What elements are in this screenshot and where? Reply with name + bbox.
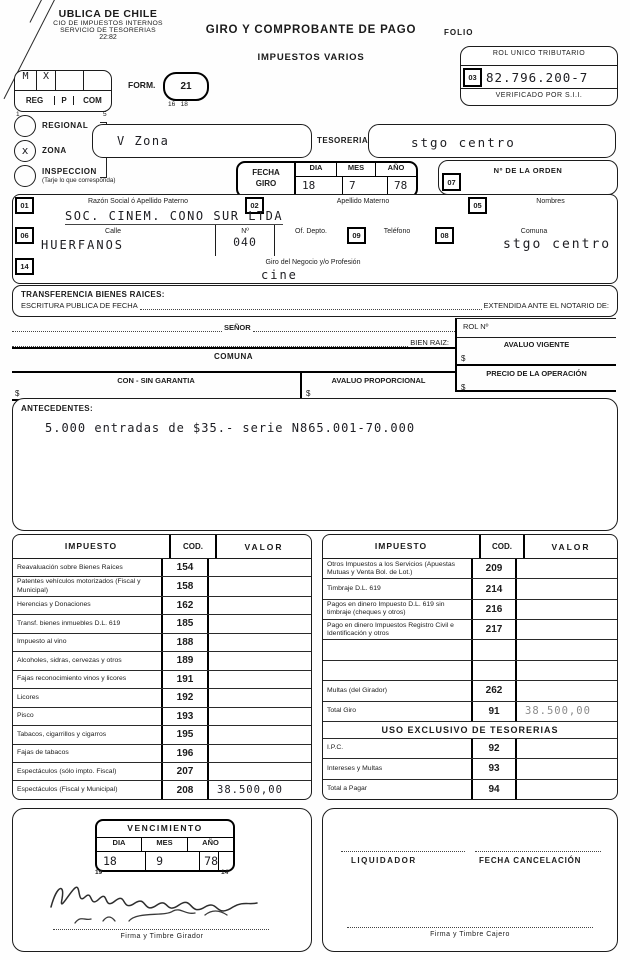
- table-row: [323, 780, 617, 799]
- dollar-sign: $: [15, 389, 20, 398]
- tax-value: [517, 661, 617, 680]
- liquidador-label: LIQUIDADOR: [351, 856, 417, 865]
- vencimiento-box: [95, 819, 235, 872]
- tax-value: [517, 759, 617, 778]
- table-row: [13, 652, 311, 670]
- tax-label: Transf. bienes inmuebles D.L. 619: [17, 619, 121, 627]
- table-row: [13, 577, 311, 596]
- grid-cell-4: [84, 71, 111, 90]
- tax-code: 208: [161, 781, 209, 798]
- telefono-label: Teléfono: [383, 228, 411, 235]
- tax-label: [323, 640, 471, 659]
- tax-table-right: [322, 534, 618, 800]
- tax-value: [209, 652, 311, 669]
- zona-circle: x: [14, 140, 36, 162]
- calle-value: HUERFANOS: [41, 238, 125, 252]
- dollar-sign: $: [306, 389, 311, 398]
- venc-dia-header: DIA: [97, 838, 142, 851]
- tax-code: [471, 640, 517, 659]
- tax-table-left: [12, 534, 312, 800]
- field-code-07: 07: [442, 173, 461, 191]
- col-valor: VALOR: [551, 541, 591, 552]
- tesoreria-value: stgo centro: [411, 135, 516, 150]
- tax-value: [209, 634, 311, 651]
- grid-num-right: 5: [103, 111, 107, 118]
- table-row: [13, 726, 311, 744]
- col-valor: VALOR: [244, 541, 284, 552]
- field-code-02: 02: [245, 197, 264, 214]
- tax-label: Tabacos, cigarrillos y cigarros: [17, 730, 107, 738]
- field-code-14: 14: [15, 258, 34, 275]
- venc-num-right: 14: [221, 869, 229, 876]
- venc-ano-value: 78: [200, 852, 219, 870]
- firma-cajero-line: [347, 927, 593, 928]
- orden-label: Nº DE LA ORDEN: [493, 166, 563, 175]
- vencimiento-title: VENCIMIENTO: [97, 821, 233, 838]
- org-sii: CIO DE IMPUESTOS INTERNOS: [53, 20, 163, 27]
- inspeccion-label: INSPECCION: [42, 167, 97, 176]
- form-sub-numbers: 16 18: [168, 101, 188, 108]
- tax-code: 207: [161, 763, 209, 780]
- form-label: FORM.: [128, 80, 156, 90]
- tax-code: 188: [161, 634, 209, 651]
- zona-label: ZONA: [42, 146, 67, 155]
- field-code-03: 03: [463, 68, 482, 87]
- tax-code: [471, 661, 517, 680]
- rol-label: ROL Nº: [457, 319, 616, 338]
- table-row: [323, 739, 617, 759]
- col-impuesto: IMPUESTO: [64, 541, 118, 552]
- nro-value: 040: [233, 235, 257, 249]
- tax-label: Impuesto al vino: [17, 638, 67, 646]
- inspeccion-note: (Tarje lo que corresponda): [42, 177, 116, 184]
- tax-value: [517, 780, 617, 799]
- tax-code: 91: [471, 702, 517, 721]
- col-cod: COD.: [479, 535, 525, 558]
- tax-label: Herencias y Donaciones: [17, 601, 91, 609]
- fecha-giro-label2: GIRO: [255, 179, 277, 189]
- girador-signature: [41, 877, 281, 927]
- dia-value: 18: [296, 177, 343, 196]
- tax-code: 154: [161, 559, 209, 576]
- inspeccion-circle: [14, 165, 36, 187]
- table-row: [323, 559, 617, 579]
- reg-grid: [14, 70, 112, 112]
- tax-code: 158: [161, 577, 209, 595]
- regional-circle: [14, 115, 36, 137]
- folio-label: FOLIO: [444, 28, 474, 37]
- field-code-01: 01: [15, 197, 34, 214]
- tax-code: 216: [471, 600, 517, 619]
- vencimiento-panel: [12, 808, 312, 952]
- tax-label: Fajas reconocimiento vinos y licores: [17, 675, 127, 683]
- senor-label: SEÑOR: [224, 323, 251, 332]
- col-impuesto: IMPUESTO: [374, 541, 428, 552]
- tax-code: 189: [161, 652, 209, 669]
- fecha-giro-box: [236, 161, 418, 198]
- dotted-line: [253, 322, 455, 332]
- tax-value: [517, 640, 617, 659]
- rut-box: [460, 46, 618, 106]
- page-subtitle: IMPUESTOS VARIOS: [257, 52, 365, 63]
- tax-label: Pagos en dinero Impuesto D.L. 619 sin timbraje (cheques y otros): [327, 601, 445, 617]
- transferencia-title: TRANSFERENCIA BIENES RAICES:: [21, 290, 165, 299]
- table-row: [323, 620, 617, 640]
- total-giro-value: 38.500,00: [525, 705, 591, 718]
- antecedentes-box: [12, 398, 618, 531]
- venc-mes-header: MES: [142, 838, 188, 851]
- tax-label: Espectáculos (Fiscal y Municipal): [17, 786, 118, 794]
- grid-com: COM: [83, 96, 102, 105]
- comuna-value: stgo centro: [503, 237, 612, 252]
- tax-label: Pisco: [17, 712, 34, 720]
- tesoreria-value-box: [368, 124, 616, 158]
- table-row: [323, 579, 617, 599]
- tax-value: [209, 726, 311, 743]
- regional-label: REGIONAL: [42, 121, 89, 130]
- avaluo-vigente-label: AVALUO VIGENTE: [503, 340, 570, 349]
- names-row: [12, 194, 618, 227]
- field-code-08: 08: [435, 227, 454, 244]
- dollar-sign: $: [461, 354, 466, 363]
- con-sin-garantia-label: CON - SIN GARANTIA: [117, 376, 195, 385]
- orden-box: [438, 160, 618, 195]
- org-code: 22:82: [99, 34, 117, 41]
- table-row: [13, 689, 311, 707]
- table-row: [13, 597, 311, 615]
- tax-code: 192: [161, 689, 209, 706]
- table-row: [13, 708, 311, 726]
- tax-label: I.P.C.: [327, 744, 344, 752]
- tax-code: 196: [161, 745, 209, 762]
- tax-code: 94: [471, 780, 517, 799]
- tax-label: Total a Pagar: [327, 785, 368, 793]
- bien-raiz-label: BIEN RAIZ:: [410, 338, 449, 347]
- tax-code: 185: [161, 615, 209, 632]
- tax-value: [209, 745, 311, 762]
- tax-value: [209, 763, 311, 780]
- tax-value: [209, 559, 311, 576]
- field-code-05: 05: [468, 197, 487, 214]
- tax-label: Reavaluación sobre Bienes Raíces: [17, 563, 123, 571]
- col-cod: COD.: [169, 535, 217, 558]
- rut-label: ROL UNICO TRIBUTARIO: [461, 47, 617, 66]
- tax-label: Intereses y Multas: [327, 764, 383, 772]
- liquidador-line: [341, 851, 465, 852]
- zona-value-box: [92, 124, 312, 158]
- grid-p: P: [55, 96, 74, 105]
- tax-label: Fajas de tabacos: [17, 749, 69, 757]
- table-row: [323, 640, 617, 660]
- dotted-line: [12, 322, 222, 332]
- ano-value: 78: [394, 179, 408, 192]
- liquidacion-panel: [322, 808, 618, 952]
- avaluo-proporcional-label: AVALUO PROPORCIONAL: [331, 376, 426, 385]
- rut-verified: VERIFICADO POR S.I.I.: [495, 92, 583, 99]
- tax-code: 92: [471, 739, 517, 758]
- dia-header: DIA: [296, 163, 337, 176]
- tax-value: [209, 671, 311, 688]
- mes-header: MES: [337, 163, 376, 176]
- tax-code: 262: [471, 681, 517, 700]
- grid-reg: REG: [15, 96, 55, 105]
- tax-code: 162: [161, 597, 209, 614]
- venc-mes-value: 9: [146, 852, 200, 870]
- fecha-cancelacion-line: [475, 851, 601, 852]
- tax-label: Pago en dinero Impuestos Registro Civil e Identificación y otros: [327, 621, 454, 637]
- grid-cell-1: M: [15, 71, 37, 90]
- venc-ano-header: AÑO: [202, 838, 219, 847]
- tax-value: 38.500,00: [217, 784, 283, 797]
- dotted-line: [12, 337, 408, 347]
- dotted-line: [140, 300, 482, 310]
- table-row: [323, 759, 617, 779]
- tesoreria-label: TESORERIA: [317, 136, 369, 145]
- fecha-giro-label1: FECHA: [252, 168, 280, 177]
- tax-label: Otros Impuestos a los Servicios (Apuestas Mutuas y Venta Bol. de Lot.): [327, 560, 456, 576]
- zona-value: V Zona: [117, 134, 170, 148]
- depto-label: Of. Depto.: [295, 228, 327, 235]
- table-row: [13, 671, 311, 689]
- tax-code: 93: [471, 759, 517, 778]
- tax-value: [209, 577, 311, 595]
- precio-operacion-label: PRECIO DE LA OPERACIÓN: [486, 369, 587, 378]
- bien-raiz-block: [12, 318, 616, 398]
- tax-value: [517, 600, 617, 619]
- transferencia-box: [12, 285, 618, 317]
- tax-label: [323, 661, 471, 680]
- field-code-06: 06: [15, 227, 34, 244]
- antecedentes-value: 5.000 entradas de $35.- serie N865.001-70.000: [45, 421, 416, 435]
- table-row: [13, 763, 311, 781]
- org-tesorerias: SERVICIO DE TESORERIAS: [60, 27, 156, 34]
- grid-cell-2: X: [37, 71, 56, 90]
- nro-label: Nº: [241, 228, 249, 235]
- comuna-header: COMUNA: [12, 349, 455, 373]
- extendida-label: EXTENDIDA ANTE EL NOTARIO DE:: [483, 301, 609, 310]
- tax-code: 217: [471, 620, 517, 639]
- table-row: [13, 615, 311, 633]
- venc-num-left: 19: [95, 869, 103, 876]
- tax-label: Licores: [17, 693, 39, 701]
- tax-value: [209, 615, 311, 632]
- table-row: [13, 745, 311, 763]
- dollar-sign: $: [461, 383, 466, 392]
- grid-cell-3: [56, 71, 84, 90]
- tax-value: [209, 689, 311, 706]
- table-row-total-giro: [323, 702, 617, 722]
- tax-code: 191: [161, 671, 209, 688]
- mes-value: 7: [343, 177, 388, 196]
- tax-label: Multas (del Girador): [327, 686, 388, 694]
- nombres-label: Nombres: [536, 198, 565, 205]
- tax-code: 193: [161, 708, 209, 725]
- firma-girador-label: Firma y Timbre Girador: [120, 933, 204, 940]
- tax-value: [517, 739, 617, 758]
- rut-value: 82.796.200-7: [486, 69, 589, 85]
- razon-social-value: SOC. CINEM. CONO SUR LTDA: [65, 209, 284, 223]
- apellido-materno-label: Apellido Materno: [336, 198, 390, 205]
- tax-value: [517, 620, 617, 639]
- address-row: [12, 225, 618, 257]
- giro-negocio-value: cine: [261, 268, 298, 282]
- calle-label: Calle: [105, 228, 121, 235]
- tax-value: [209, 597, 311, 614]
- table-row: [323, 681, 617, 701]
- escritura-label: ESCRITURA PUBLICA DE FECHA: [21, 301, 138, 310]
- firma-girador-line: [53, 929, 269, 930]
- giro-row: [12, 256, 618, 284]
- venc-dia-value: 18: [97, 852, 146, 870]
- tax-label: Timbraje D.L. 619: [327, 584, 381, 592]
- tax-code: 209: [471, 559, 517, 578]
- table-row: [323, 661, 617, 681]
- tax-label: Espectáculos (sólo impto. Fiscal): [17, 767, 117, 775]
- tax-value: [209, 708, 311, 725]
- giro-negocio-label: Giro del Negocio y/o Profesión: [265, 259, 361, 266]
- tax-label: Patentes vehículos motorizados (Fiscal y Municipal): [17, 578, 141, 594]
- fecha-cancelacion-label: FECHA CANCELACIÓN: [479, 856, 582, 865]
- tax-value: [517, 681, 617, 700]
- grid-num-left: 1: [16, 111, 20, 118]
- uso-exclusivo-band: USO EXCLUSIVO DE TESORERIAS: [323, 722, 617, 739]
- tax-label: Total Giro: [327, 707, 357, 715]
- table-row: [13, 559, 311, 577]
- form-number-box: 21: [163, 72, 209, 101]
- table-row: [13, 634, 311, 652]
- antecedentes-label: ANTECEDENTES:: [21, 404, 93, 413]
- tax-label: Alcoholes, sidras, cervezas y otros: [17, 656, 122, 664]
- tax-value: [517, 579, 617, 598]
- org-name: UBLICA DE CHILE: [58, 8, 158, 20]
- table-row: [323, 600, 617, 620]
- tax-code: 214: [471, 579, 517, 598]
- tax-value: [517, 559, 617, 578]
- org-block: [28, 8, 188, 41]
- page-title: GIRO Y COMPROBANTE DE PAGO: [205, 24, 417, 36]
- comuna-label2: Comuna: [520, 228, 548, 235]
- ano-header: AÑO: [387, 163, 405, 172]
- tax-code: 195: [161, 726, 209, 743]
- field-code-09: 09: [347, 227, 366, 244]
- firma-cajero-label: Firma y Timbre Cajero: [430, 931, 510, 938]
- table-row: [13, 781, 311, 798]
- razon-social-label: Razón Social ó Apellido Paterno: [87, 198, 188, 205]
